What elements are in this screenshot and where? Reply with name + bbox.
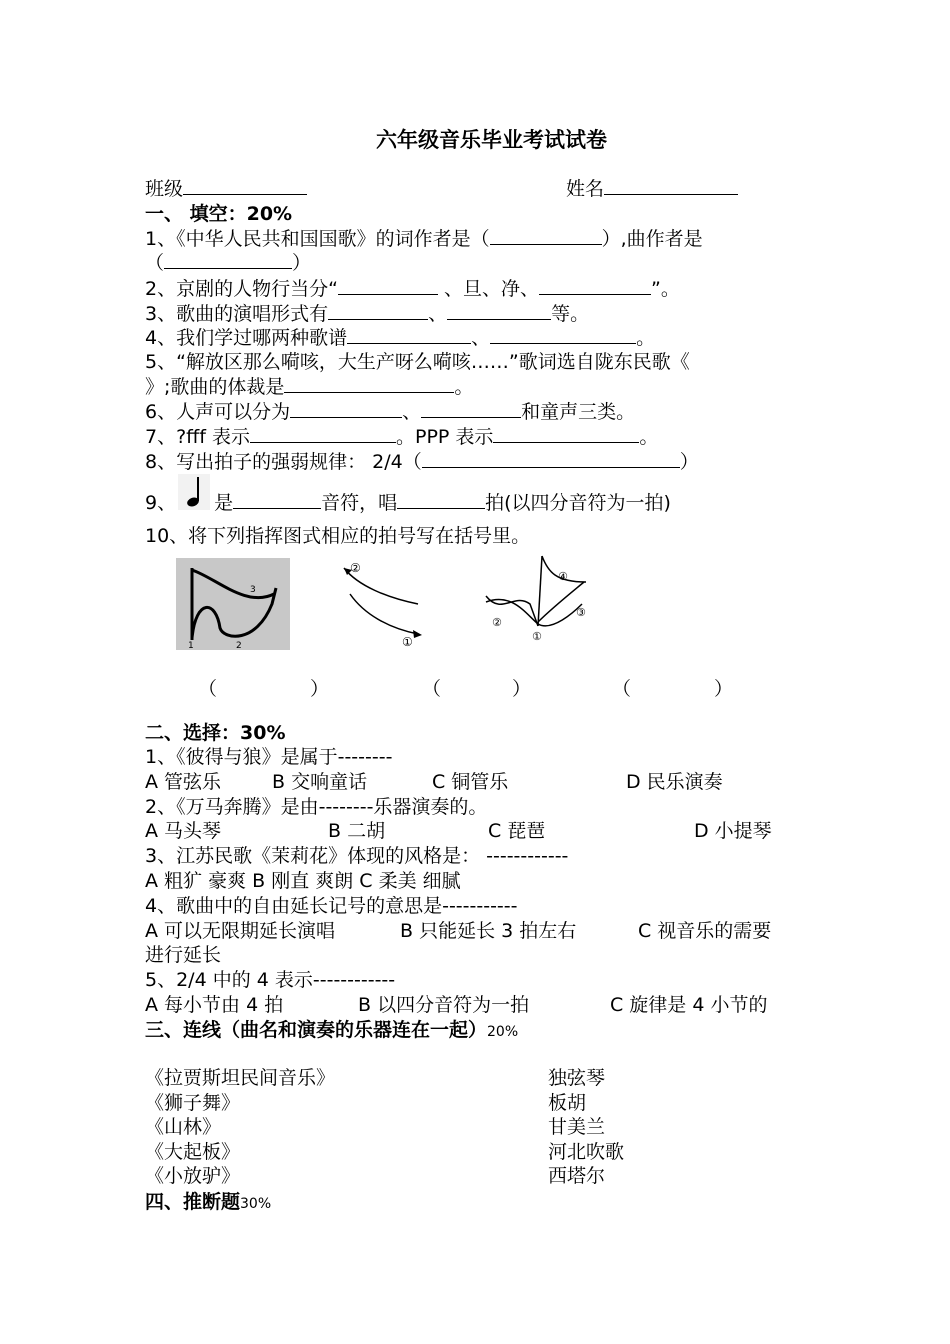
section-3-heading: 三、连线（曲名和演奏的乐器连在一起）20% <box>145 1019 519 1041</box>
diagram-label: ① <box>532 630 542 643</box>
option-row: C 视音乐的需要 <box>638 920 772 942</box>
match-left-item: 《山林》 <box>145 1116 222 1138</box>
blank[interactable] <box>164 250 292 269</box>
blank[interactable] <box>233 490 321 509</box>
answer-paren-close: ） <box>310 678 330 700</box>
diagram-label: ④ <box>558 570 568 583</box>
section-2-heading: 二、选择：30% <box>145 722 286 744</box>
question-1-1-cont: （ ） <box>145 252 312 274</box>
class-field <box>145 176 307 201</box>
blank[interactable] <box>447 301 551 320</box>
match-right-item: 西塔尔 <box>548 1165 606 1187</box>
diagram-label: 3 <box>250 585 256 595</box>
option-row: A 可以无限期延长演唱 <box>145 920 336 942</box>
match-right-item: 板胡 <box>548 1092 587 1114</box>
option-row: B 只能延长 3 拍左右 <box>400 920 577 942</box>
answer-paren-open: （ <box>422 678 442 700</box>
match-left-item: 《狮子舞》 <box>145 1092 241 1114</box>
blank[interactable] <box>490 325 636 344</box>
option-row: D 民乐演奏 <box>626 771 723 793</box>
conducting-pattern-3-beat <box>176 558 290 650</box>
match-left-item: 《大起板》 <box>145 1141 241 1163</box>
name-blank[interactable] <box>604 176 738 195</box>
diagram-label: ③ <box>576 606 586 619</box>
answer-paren-open: （ <box>612 678 632 700</box>
diagram-label: ① <box>402 635 413 649</box>
option-row: A 马头琴 <box>145 820 222 842</box>
question-1-2: 2、京剧的人物行当分“ 、旦、净、 ”。 <box>145 278 680 300</box>
name-label: 姓名 <box>566 178 605 200</box>
question-2-3: 3、江苏民歌《茉莉花》体现的风格是： ------------ <box>145 845 569 867</box>
blank[interactable] <box>422 449 680 468</box>
option-row: A 粗犷 豪爽 B 刚直 爽朗 C 柔美 细腻 <box>145 870 461 892</box>
blank[interactable] <box>284 374 454 393</box>
section-1-heading: 一、 填空：20% <box>145 203 293 225</box>
match-right-item: 独弦琴 <box>548 1067 606 1089</box>
blank[interactable] <box>338 276 438 295</box>
question-1-10: 10、将下列指挥图式相应的拍号写在括号里。 <box>145 525 531 547</box>
blank[interactable] <box>490 226 602 245</box>
question-1-5-cont: 》;歌曲的体裁是 。 <box>145 376 474 398</box>
blank[interactable] <box>539 276 651 295</box>
question-1-3: 3、歌曲的演唱形式有 、 等。 <box>145 303 590 325</box>
diagram-label: ② <box>350 561 361 575</box>
option-row: B 交响童话 <box>272 771 368 793</box>
class-label: 班级 <box>145 178 184 200</box>
blank[interactable] <box>347 325 471 344</box>
question-1-6: 6、人声可以分为 、 和童声三类。 <box>145 401 636 423</box>
question-2-5: 5、2/4 中的 4 表示------------ <box>145 969 396 991</box>
match-left-item: 《小放驴》 <box>145 1165 241 1187</box>
section-4-heading: 四、推断题30% <box>145 1191 272 1213</box>
diagram-label: ② <box>492 616 502 629</box>
class-blank[interactable] <box>183 176 307 195</box>
match-right-item: 河北吹歌 <box>548 1141 625 1163</box>
diagram-label: 1 <box>188 641 194 650</box>
match-left-item: 《拉贾斯坦民间音乐》 <box>145 1067 336 1089</box>
diagram-label: 2 <box>236 641 242 650</box>
match-right-item: 甘美兰 <box>548 1116 606 1138</box>
option-row: B 二胡 <box>328 820 386 842</box>
option-row: A 管弦乐 <box>145 771 222 793</box>
blank[interactable] <box>397 490 485 509</box>
option-row: B 以四分音符为一拍 <box>358 994 530 1016</box>
question-2-4: 4、歌曲中的自由延长记号的意思是----------- <box>145 895 518 917</box>
question-1-1: 1、《中华人民共和国国歌》的词作者是（ ）,曲作者是 <box>145 228 703 250</box>
name-field <box>566 176 738 201</box>
option-row: C 旋律是 4 小节的 <box>610 994 768 1016</box>
question-1-4: 4、我们学过哪两种歌谱 、 。 <box>145 327 656 349</box>
blank[interactable] <box>290 399 402 418</box>
page-title: 六年级音乐毕业考试试卷 <box>376 128 607 152</box>
answer-paren-open: （ <box>198 678 218 700</box>
option-row: A 每小节由 4 拍 <box>145 994 284 1016</box>
conducting-pattern-2-beat <box>330 556 430 650</box>
question-1-8: 8、写出拍子的强弱规律： 2/4（ ） <box>145 451 699 473</box>
conducting-pattern-4-beat <box>482 552 598 646</box>
option-row: C 铜管乐 <box>432 771 509 793</box>
blank[interactable] <box>421 399 521 418</box>
question-1-7: 7、?fff 表示 。PPP 表示 。 <box>145 426 659 448</box>
blank[interactable] <box>493 424 639 443</box>
option-row: C 琵琶 <box>488 820 546 842</box>
question-2-1: 1、《彼得与狼》是属于-------- <box>145 746 393 768</box>
question-1-9: 9、 是 音符，唱 拍(以四分音符为一拍) <box>145 492 671 514</box>
option-row-cont: 进行延长 <box>145 944 222 966</box>
question-2-2: 2、《万马奔腾》是由--------乐器演奏的。 <box>145 796 488 818</box>
answer-paren-close: ） <box>714 678 734 700</box>
answer-paren-close: ） <box>512 678 532 700</box>
question-1-5: 5、“解放区那么嗬咳，大生产呀么嗬咳……”歌词选自陇东民歌《 <box>145 351 690 373</box>
blank[interactable] <box>328 301 428 320</box>
blank[interactable] <box>250 424 396 443</box>
option-row: D 小提琴 <box>694 820 772 842</box>
